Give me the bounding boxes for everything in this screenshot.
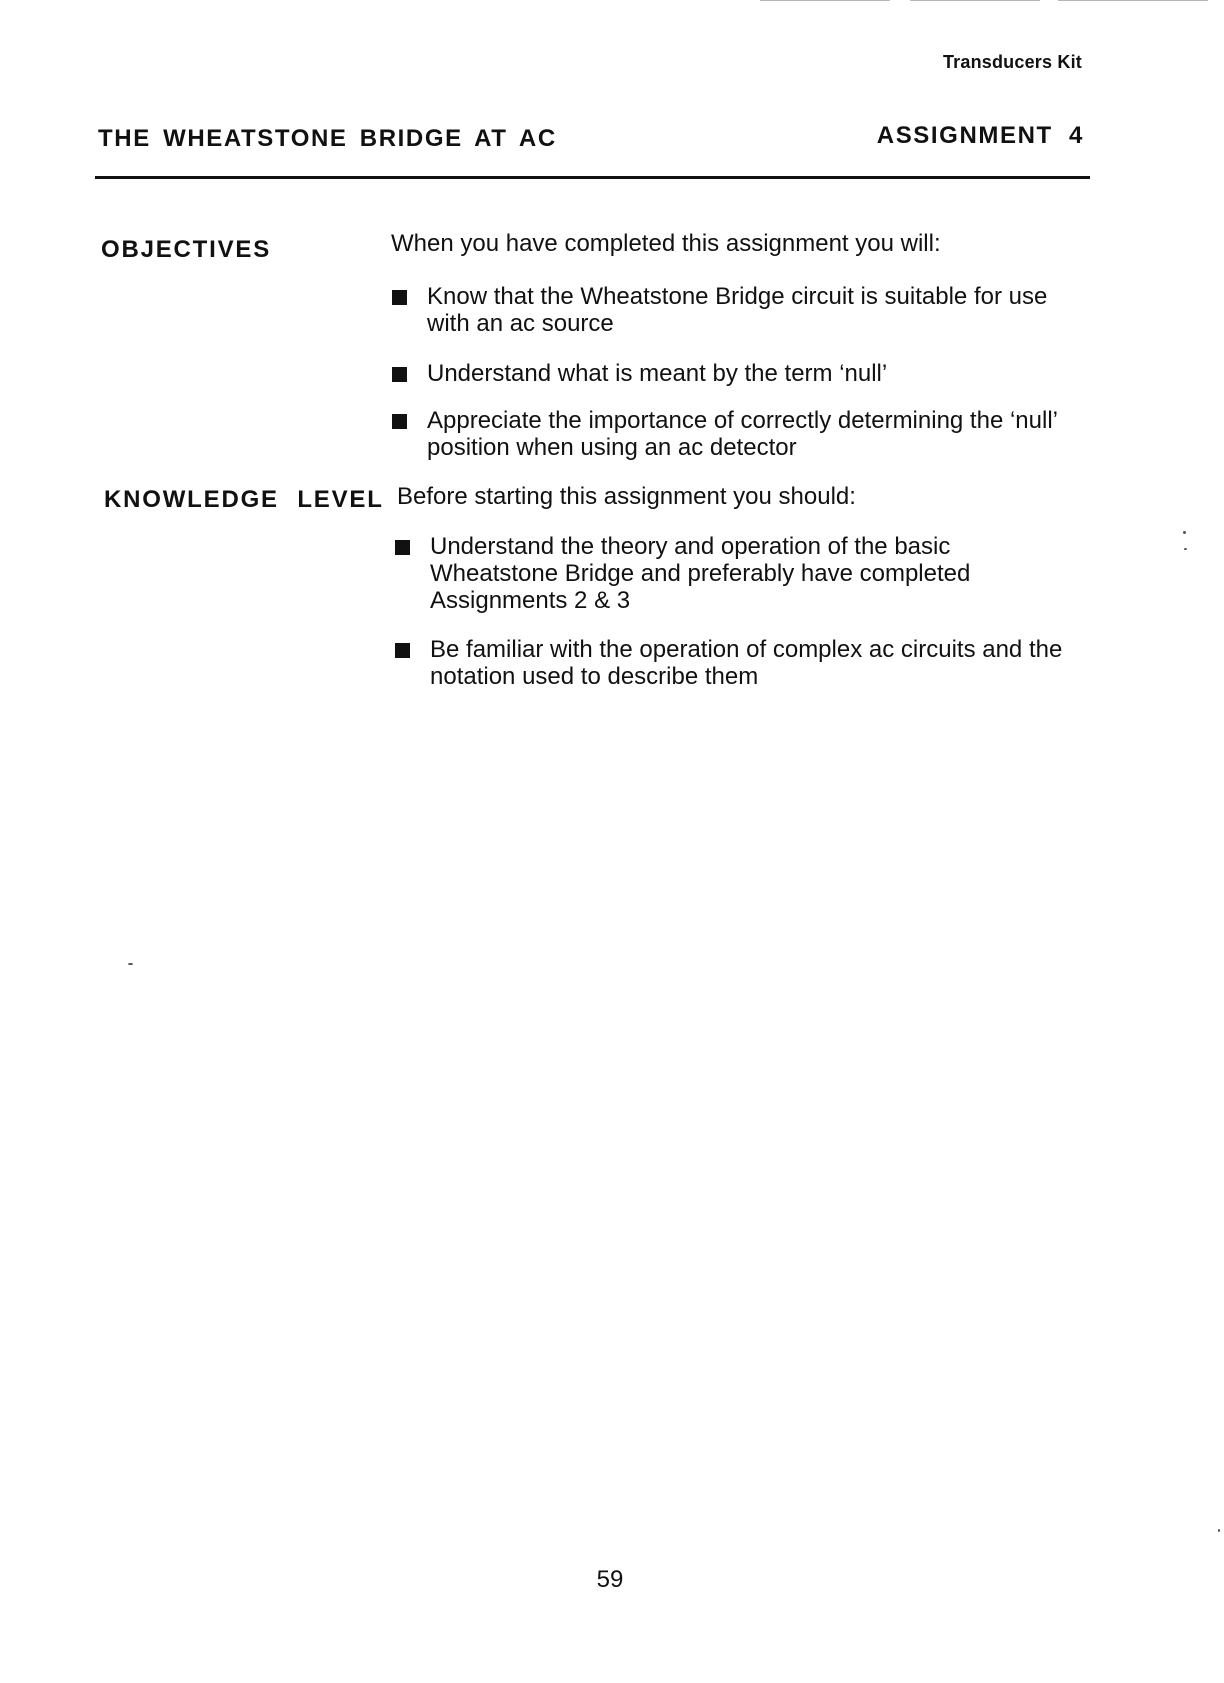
scan-edge-line xyxy=(1058,0,1208,1)
knowledge-item-text: Be familiar with the operation of complex ac circuits and the notation used to describe them xyxy=(430,636,1063,690)
knowledge-item xyxy=(395,533,1030,614)
square-bullet-icon xyxy=(395,540,410,555)
scan-edge-line xyxy=(910,0,1040,1)
objectives-heading: OBJECTIVES xyxy=(101,236,272,263)
scan-speck xyxy=(1218,1529,1220,1532)
knowledge-item-text: Understand the theory and operation of the basic Wheatstone Bridge and preferably have completed Assignments 2 & 3 xyxy=(430,533,971,614)
objective-item xyxy=(392,407,1087,461)
knowledge-level-intro: Before starting this assignment you should: xyxy=(397,483,856,510)
objective-item xyxy=(392,360,1087,387)
square-bullet-icon xyxy=(392,290,407,305)
page-number: 59 xyxy=(596,1566,624,1593)
scan-speck xyxy=(1184,548,1187,550)
knowledge-level-heading: KNOWLEDGE LEVEL xyxy=(104,486,384,513)
scan-edge-line xyxy=(760,0,890,1)
assignment-number: ASSIGNMENT 4 xyxy=(876,122,1084,149)
objective-item-text: Appreciate the importance of correctly determining the ‘null’ position when using an ac detector xyxy=(427,407,1058,461)
square-bullet-icon xyxy=(395,643,410,658)
knowledge-item xyxy=(395,636,1070,690)
square-bullet-icon xyxy=(392,414,407,429)
objective-item-text: Understand what is meant by the term ‘null’ xyxy=(427,360,888,387)
objective-item-text: Know that the Wheatstone Bridge circuit is suitable for use with an ac source xyxy=(427,283,1048,337)
square-bullet-icon xyxy=(392,367,407,382)
page-title: THE WHEATSTONE BRIDGE AT AC xyxy=(98,125,557,152)
kit-label: Transducers Kit xyxy=(942,52,1082,72)
objectives-intro: When you have completed this assignment you will: xyxy=(391,230,941,257)
header-divider xyxy=(95,176,1090,179)
objective-item xyxy=(392,283,1087,337)
scan-speck xyxy=(1183,531,1186,534)
scan-speck xyxy=(128,963,133,965)
